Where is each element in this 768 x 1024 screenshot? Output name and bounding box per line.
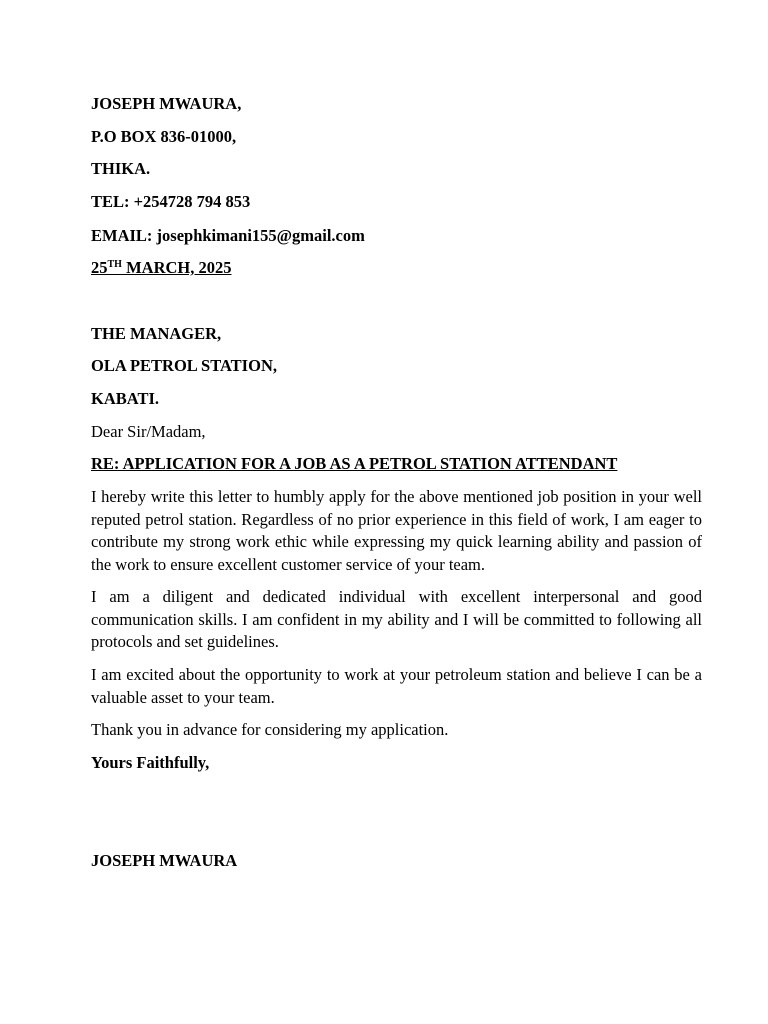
closing: Yours Faithfully, xyxy=(91,753,210,772)
sender-town: THIKA. xyxy=(91,159,151,178)
sender-po-box: P.O BOX 836-01000, xyxy=(91,127,237,146)
body-paragraph: I am excited about the opportunity to work at your petroleum station and believe I can be a valuable asset to your team. xyxy=(91,665,702,707)
body-paragraph: I hereby write this letter to humbly apply for the above mentioned job position in your well reputed petrol station. Regardless of no prior experience in this field of work, I am eager to contribute my strong work ethic while expressing my quick learning ability and passion of the work to ensure excellent customer service of your team. xyxy=(91,487,702,574)
sender-name: JOSEPH MWAURA, xyxy=(91,94,242,113)
date-suffix: TH xyxy=(107,259,122,270)
recipient-title: THE MANAGER, xyxy=(91,324,222,343)
body-paragraph: I am a diligent and dedicated individual with excellent interpersonal and good communication skills. I am confident in my ability and I will be committed to following all protocols and set guidelines. xyxy=(91,587,702,651)
sender-telephone: TEL: +254728 794 853 xyxy=(91,192,251,211)
letter-page xyxy=(91,0,702,1024)
date-day: 25 xyxy=(91,258,108,277)
salutation: Dear Sir/Madam, xyxy=(91,422,206,441)
sender-email: EMAIL: josephkimani155@gmail.com xyxy=(91,226,365,245)
date-month-year: MARCH, 2025 xyxy=(121,258,232,277)
body-paragraph: Thank you in advance for considering my application. xyxy=(91,720,449,739)
recipient-company: OLA PETROL STATION, xyxy=(91,356,277,375)
recipient-town: KABATI. xyxy=(91,389,159,408)
letter-date xyxy=(91,258,231,278)
signature-name: JOSEPH MWAURA xyxy=(91,851,238,870)
subject-line: RE: APPLICATION FOR A JOB AS A PETROL STATION ATTENDANT xyxy=(91,454,618,473)
